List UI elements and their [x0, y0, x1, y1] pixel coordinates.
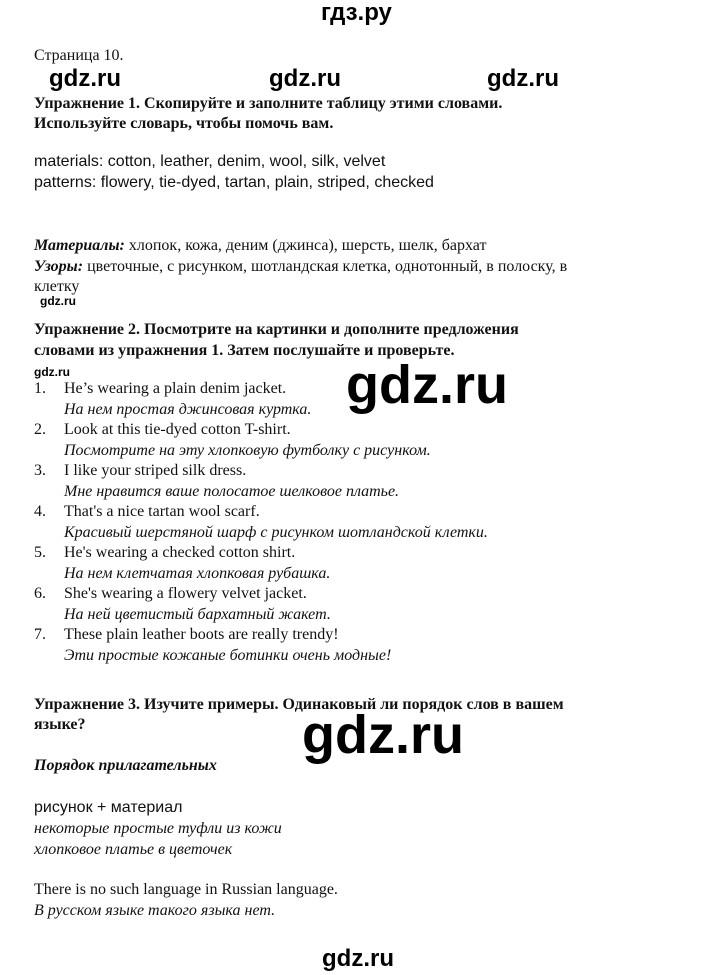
- sentence-en: He’s wearing a plain denim jacket.: [64, 380, 287, 397]
- list-item: 6. She's wearing a flowery velvet jacket. На ней цветистый бархатный жакет.: [34, 584, 488, 625]
- watermark-top-right: gdz.ru: [487, 65, 559, 92]
- sentence-ru: На нем клетчатая хлопковая рубашка.: [64, 564, 331, 582]
- page-label: Страница 10.: [34, 47, 124, 64]
- list-item: 2. Look at this tie-dyed cotton T-shirt. Посмотрите на эту хлопковую футболку с рисунком.: [34, 420, 488, 461]
- list-item: 5. He's wearing a checked cotton shirt. На нем клетчатая хлопковая рубашка.: [34, 543, 488, 584]
- ex3-heading-line1: Упражнение 3. Изучите примеры. Одинаковый ли порядок слов в вашем: [34, 696, 564, 713]
- ex2-sentence-list: [34, 379, 488, 666]
- ex3-note-en: There is no such language in Russian language.: [34, 881, 338, 898]
- ex1-patterns-line: patterns: flowery, tie-dyed, tartan, plain, striped, checked: [34, 174, 434, 191]
- sentence-en: He's wearing a checked cotton shirt.: [64, 544, 296, 561]
- watermark-small-1: gdz.ru: [40, 294, 76, 308]
- sentence-en: She's wearing a flowery velvet jacket.: [64, 585, 307, 602]
- ex1-patterns-translation: [34, 257, 567, 277]
- list-item: 3. I like your striped silk dress. Мне нравится ваше полосатое шелковое платье.: [34, 461, 488, 502]
- sentence-en: These plain leather boots are really trendy!: [64, 626, 339, 643]
- header-watermark: гдз.ру: [321, 0, 392, 26]
- ex1-patterns-translation-cont: клетку: [34, 278, 80, 295]
- ex3-heading-line2: языке?: [34, 716, 86, 733]
- sentence-ru: Посмотрите на эту хлопковую футболку с рисунком.: [64, 441, 431, 459]
- watermark-top-left: gdz.ru: [49, 65, 121, 92]
- materials-label: Материалы:: [34, 237, 125, 254]
- ex3-example1: некоторые простые туфли из кожи: [34, 820, 282, 837]
- sentence-en: That's a nice tartan wool scarf.: [64, 503, 260, 520]
- ex3-note-ru: В русском языке такого языка нет.: [34, 902, 276, 919]
- sentence-en: I like your striped silk dress.: [64, 462, 247, 479]
- footer-watermark: gdz.ru: [322, 945, 394, 972]
- ex1-heading-line1: Упражнение 1. Скопируйте и заполните таблицу этими словами.: [34, 95, 503, 112]
- ex1-materials-line: materials: cotton, leather, denim, wool, silk, velvet: [34, 153, 386, 170]
- sentence-ru: Эти простые кожаные ботинки очень модные!: [64, 646, 392, 664]
- sentence-ru: На ней цветистый бархатный жакет.: [64, 605, 331, 623]
- sentence-ru: Красивый шерстяной шарф с рисунком шотландской клетки.: [64, 523, 488, 541]
- ex1-materials-translation: [34, 236, 486, 256]
- patterns-text: цветочные, с рисунком, шотландская клетка, однотонный, в полоску, в: [83, 258, 568, 275]
- list-item: 7. These plain leather boots are really trendy! Эти простые кожаные ботинки очень модные!: [34, 625, 488, 666]
- sentence-ru: На нем простая джинсовая куртка.: [64, 400, 312, 418]
- watermark-large-1: gdz.ru: [346, 355, 508, 415]
- ex2-heading-line1: Упражнение 2. Посмотрите на картинки и дополните предложения: [34, 321, 519, 338]
- watermark-small-2: gdz.ru: [34, 365, 70, 379]
- materials-text: хлопок, кожа, деним (джинса), шерсть, шелк, бархат: [124, 237, 487, 254]
- list-item: 4. That's a nice tartan wool scarf. Красивый шерстяной шарф с рисунком шотландской клетки.: [34, 502, 488, 543]
- watermark-top-center: gdz.ru: [269, 65, 341, 92]
- ex3-subheading: Порядок прилагательных: [34, 757, 217, 774]
- sentence-ru: Мне нравится ваше полосатое шелковое платье.: [64, 482, 400, 500]
- ex3-rule: рисунок + материал: [34, 799, 183, 816]
- ex1-heading-line2: Используйте словарь, чтобы помочь вам.: [34, 115, 334, 132]
- list-item: 1. He’s wearing a plain denim jacket. На нем простая джинсовая куртка.: [34, 379, 488, 420]
- watermark-large-2: gdz.ru: [302, 705, 464, 765]
- ex2-heading-line2: словами из упражнения 1. Затем послушайте и проверьте.: [34, 342, 455, 359]
- sentence-en: Look at this tie-dyed cotton T-shirt.: [64, 421, 291, 438]
- ex3-example2: хлопковое платье в цветочек: [34, 841, 233, 858]
- patterns-label: Узоры:: [34, 258, 84, 275]
